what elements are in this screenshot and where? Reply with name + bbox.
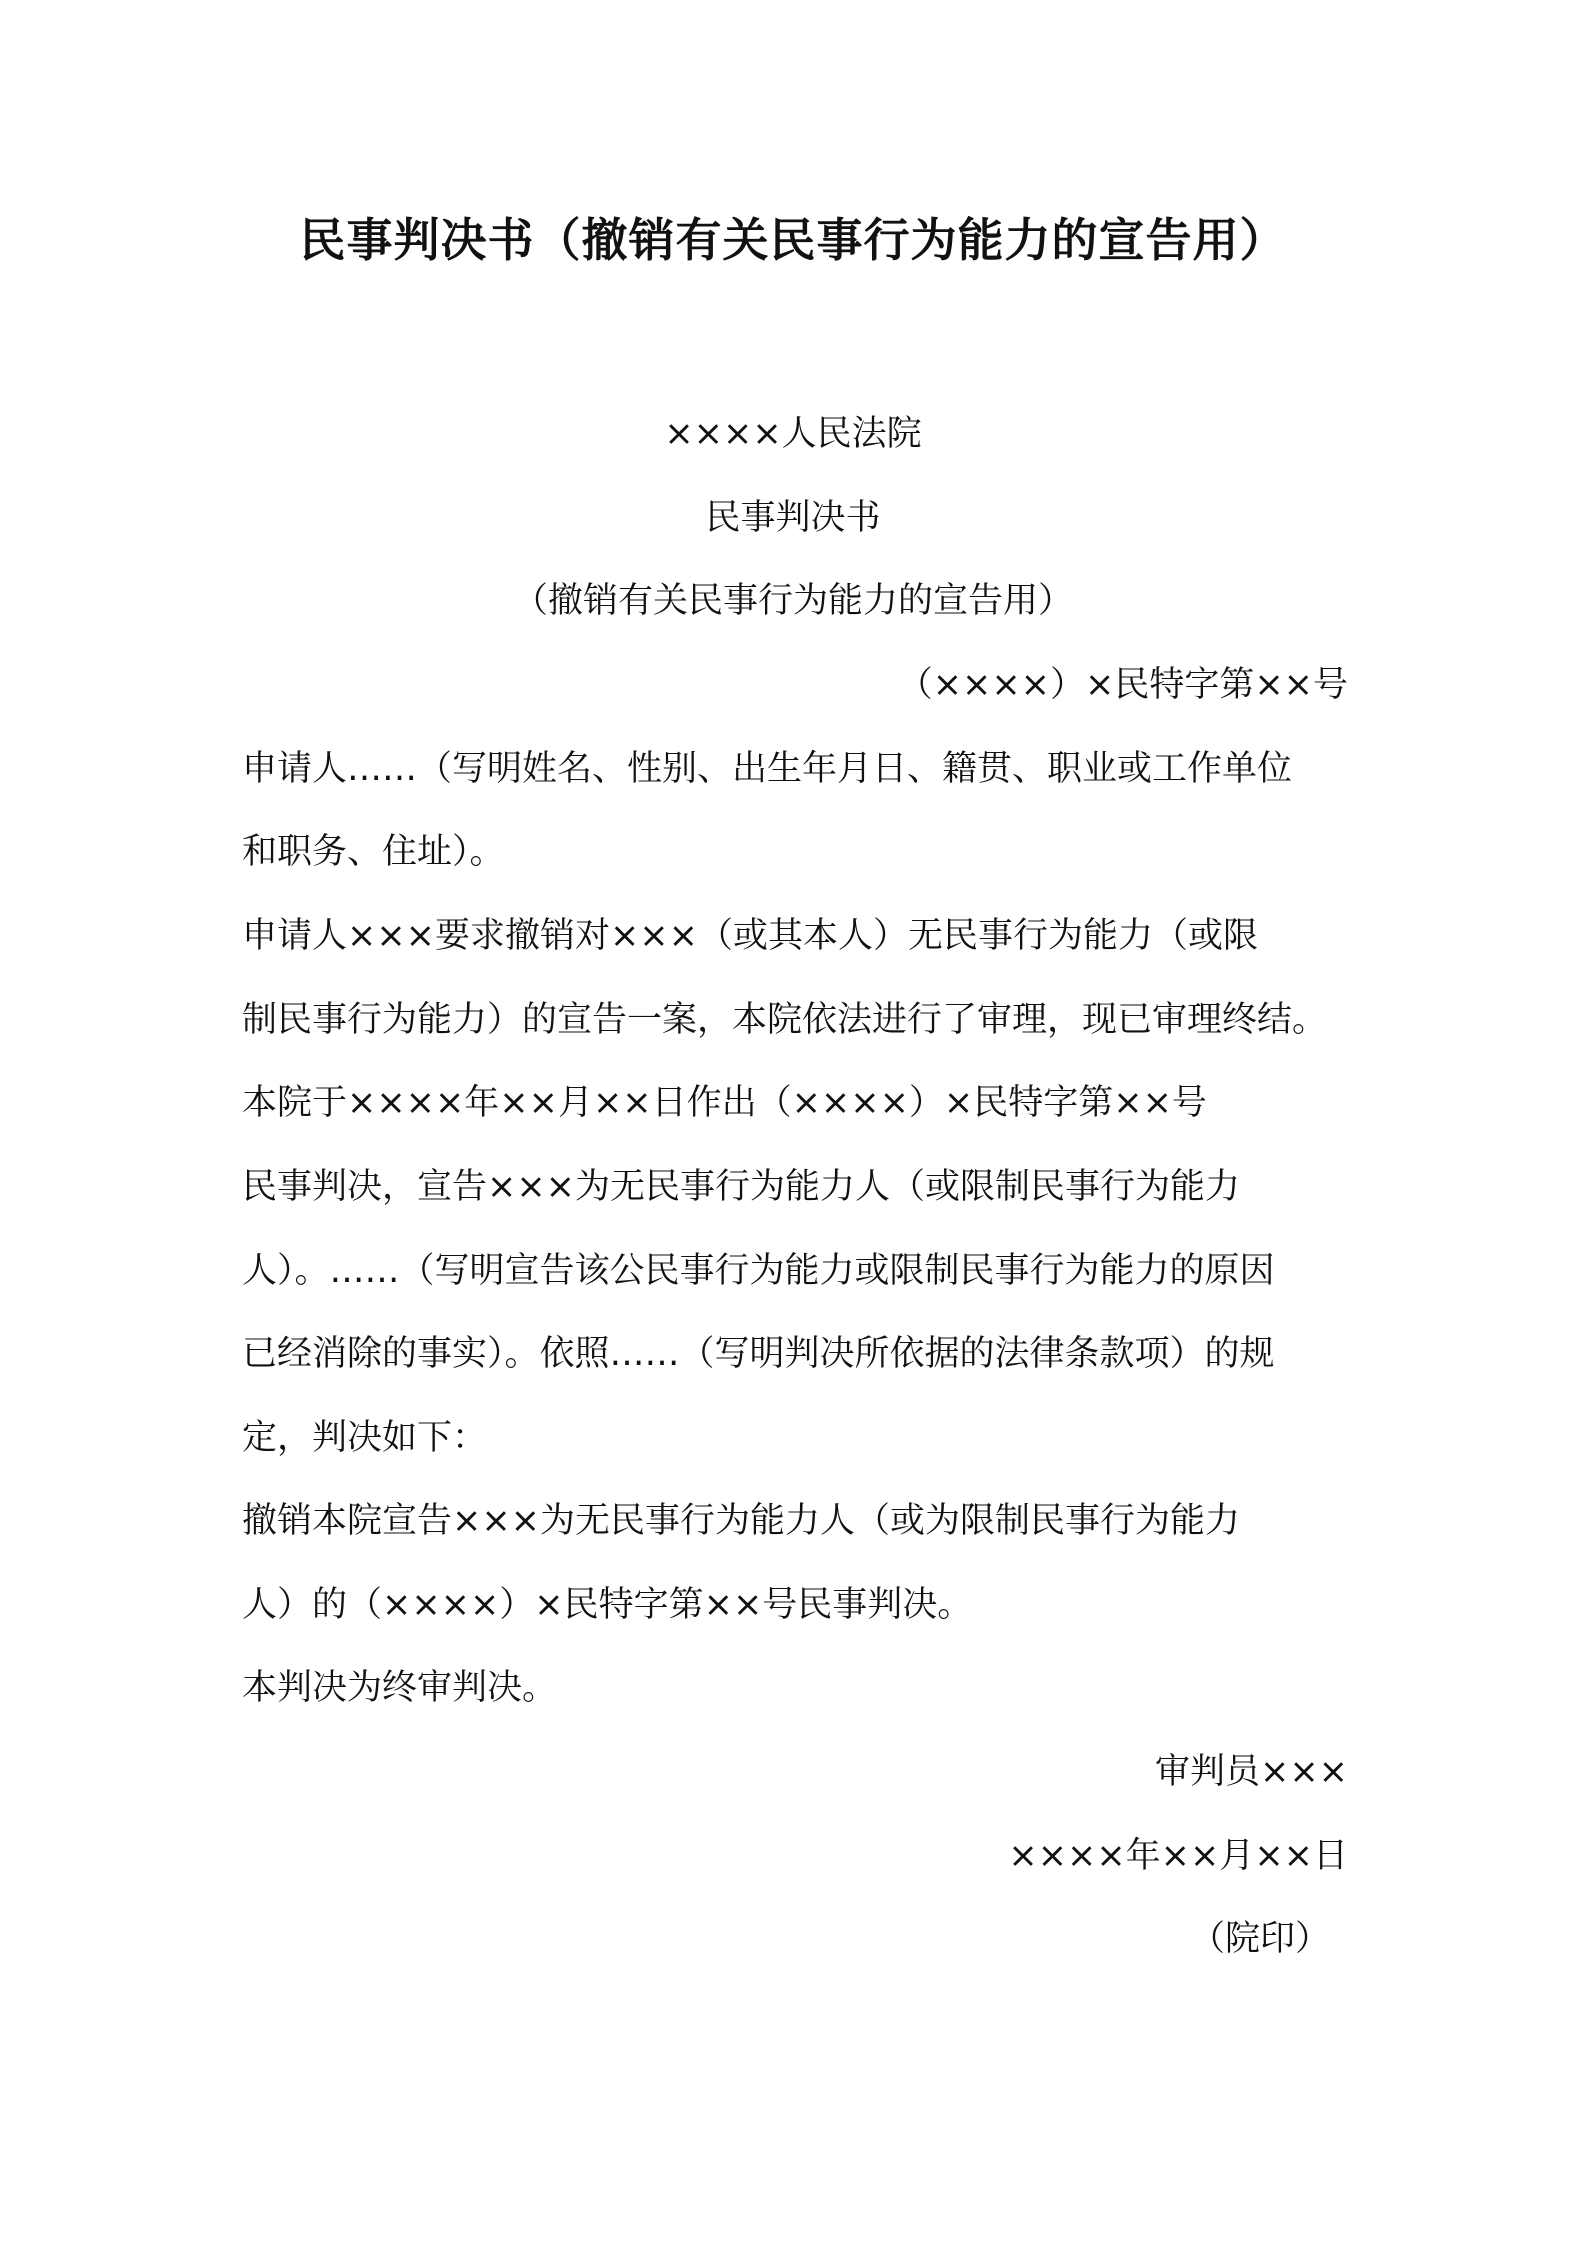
document-title: 民事判决书（撤销有关民事行为能力的宣告用） — [299, 213, 1287, 267]
case-number: （××××）×民特字第××号 — [897, 665, 1348, 705]
document-type: 民事判决书 — [705, 498, 881, 538]
body-line: 制民事行为能力）的宣告一案，本院依法进行了审理，现已审理终结。 — [242, 1000, 1328, 1040]
court-name: ××××人民法院 — [664, 414, 922, 454]
body-line: 已经消除的事实）。依照……（写明判决所依据的法律条款项）的规 — [242, 1334, 1275, 1374]
body-line: 人）。……（写明宣告该公民事行为能力或限制民事行为能力的原因 — [242, 1251, 1275, 1291]
document-subtype: （撤销有关民事行为能力的宣告用） — [512, 581, 1073, 621]
judgment-date: ××××年××月××日 — [1008, 1836, 1348, 1876]
body-line: 本判决为终审判决。 — [242, 1668, 558, 1708]
body-line: 定，判决如下： — [242, 1418, 488, 1458]
court-seal: （院印） — [1189, 1919, 1330, 1959]
body-line: 人）的（××××）×民特字第××号民事判决。 — [242, 1585, 973, 1625]
judge-signature: 审判员××× — [1155, 1752, 1348, 1792]
body-line: 民事判决，宣告×××为无民事行为能力人（或限制民事行为能力 — [242, 1167, 1240, 1207]
body-line: 申请人×××要求撤销对×××（或其本人）无民事行为能力（或限 — [242, 916, 1258, 956]
body-line: 本院于××××年××月××日作出（××××）×民特字第××号 — [242, 1083, 1207, 1123]
body-line: 申请人……（写明姓名、性别、出生年月日、籍贯、职业或工作单位 — [242, 749, 1293, 789]
body-line: 和职务、住址）。 — [242, 832, 505, 872]
body-line: 撤销本院宣告×××为无民事行为能力人（或为限制民事行为能力 — [242, 1501, 1240, 1541]
